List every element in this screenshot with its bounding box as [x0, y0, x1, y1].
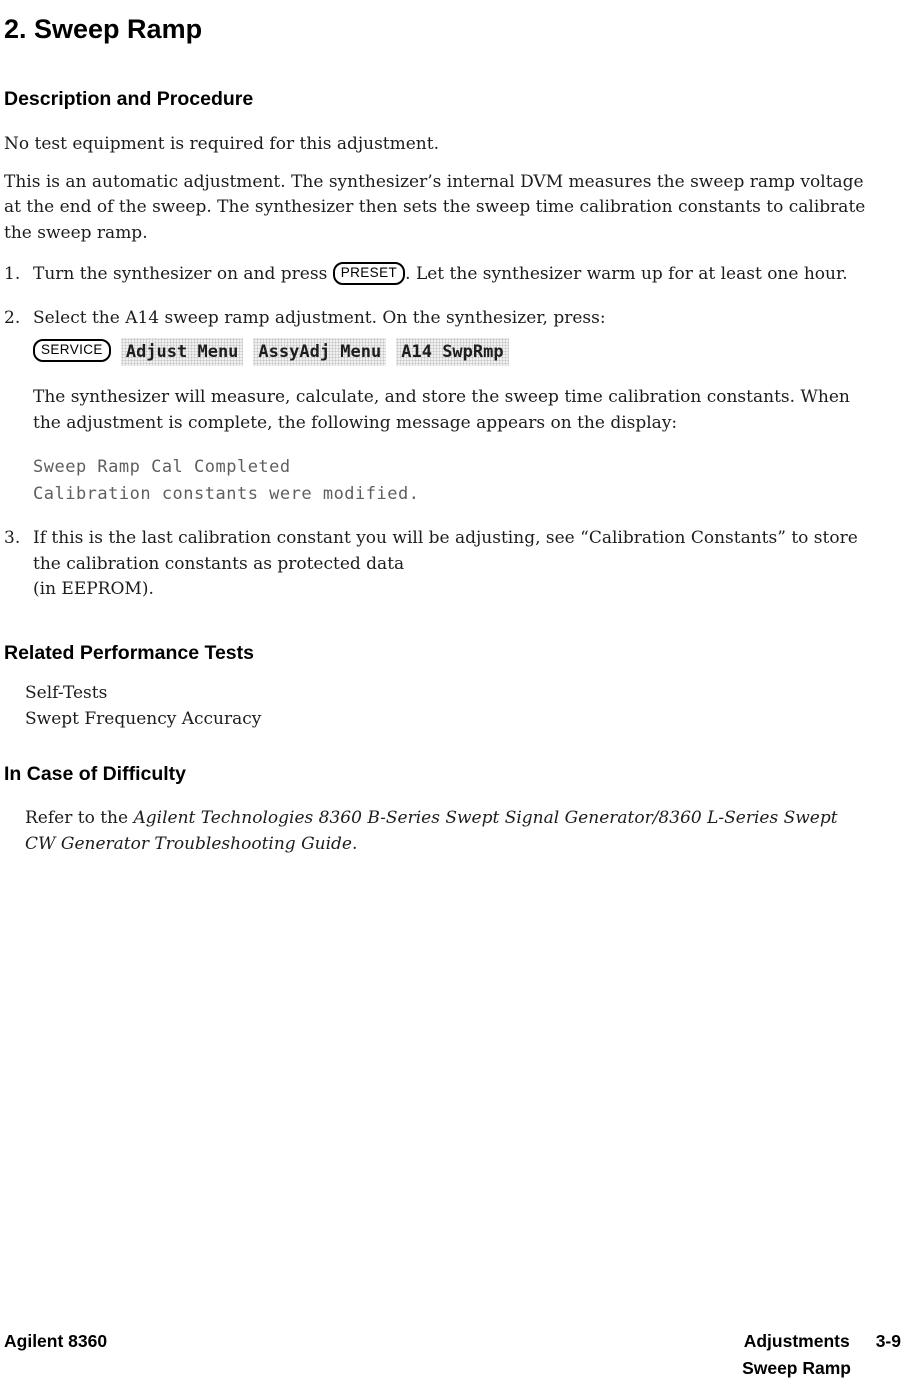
paragraph-automatic-adjustment: This is an automatic adjustment. The synthesizer’s internal DVM measures the sweep ramp voltage at the end of the sweep. The synthesizer then sets the sweep time calibration constants to calibrate the sweep ramp. [4, 171, 866, 243]
footer-chapter-line [742, 1328, 901, 1355]
step-3 [4, 526, 897, 603]
related-tests-list [25, 680, 897, 732]
step-2-key-sequence [33, 338, 889, 366]
footer-right-block [742, 1328, 901, 1382]
related-test-self-tests: Self-Tests [25, 682, 108, 703]
section-heading-description-and-procedure: Description and Procedure [4, 88, 254, 110]
preset-keycap: PRESET [333, 262, 405, 285]
step-3-text: If this is the last calibration constant you will be adjusting, see “Calibration Constants” to store the calibration constants as protected data [33, 528, 858, 574]
instrument-display-message [33, 454, 889, 508]
display-message-line-1: Sweep Ramp Cal Completed [33, 457, 291, 477]
step-2-intro: Select the A14 sweep ramp adjustment. On the synthesizer, press: [33, 307, 606, 328]
footer-section-name: Sweep Ramp [742, 1358, 851, 1378]
page-footer [4, 1328, 901, 1382]
softkey-adjust-menu: Adjust Menu [121, 338, 244, 366]
softkey-assyadj-menu: AssyAdj Menu [253, 338, 386, 366]
step-1-text-before-key: Turn the synthesizer on and press [33, 264, 333, 284]
step-1-text-after-key: . Let the synthesizer warm up for at least one hour. [405, 264, 848, 284]
section-heading-in-case-of-difficulty: In Case of Difficulty [4, 762, 187, 785]
paragraph-no-test-equipment: No test equipment is required for this adjustment. [4, 134, 439, 154]
related-test-swept-frequency-accuracy: Swept Frequency Accuracy [25, 708, 262, 729]
footer-model: Agilent 8360 [4, 1331, 108, 1351]
step-2 [4, 306, 897, 509]
reference-suffix: . [351, 833, 358, 854]
chapter-title: 2. Sweep Ramp [4, 14, 203, 44]
footer-page-number: 3-9 [875, 1331, 901, 1351]
reference-prefix: Refer to the [25, 807, 134, 828]
footer-chapter-name: Adjustments [743, 1331, 850, 1351]
step-1-body [33, 262, 889, 288]
softkey-a14-swprmp: A14 SwpRmp [396, 338, 508, 366]
step-3-number: 3. [4, 528, 21, 548]
reference-book-title: Agilent Technologies 8360 B-Series Swept Signal Generator/8360 L-Series Swept CW Generator Troubleshooting Guide [25, 807, 838, 854]
step-1-number: 1. [4, 264, 21, 284]
step-2-result-paragraph: The synthesizer will measure, calculate, and store the sweep time calibration constants. When the adjustment is complete, the following message appears on the display: [33, 387, 850, 433]
service-keycap: SERVICE [33, 339, 111, 362]
step-2-body [33, 306, 889, 509]
difficulty-reference-paragraph [25, 805, 860, 857]
display-message-line-2: Calibration constants were modified. [33, 484, 420, 504]
procedure-steps [4, 262, 897, 603]
step-1 [4, 262, 897, 288]
step-2-number: 2. [4, 307, 21, 328]
step-3-text-eeprom: (in EEPROM). [33, 579, 154, 599]
section-heading-related-performance-tests: Related Performance Tests [4, 641, 254, 664]
step-3-body [33, 526, 889, 603]
